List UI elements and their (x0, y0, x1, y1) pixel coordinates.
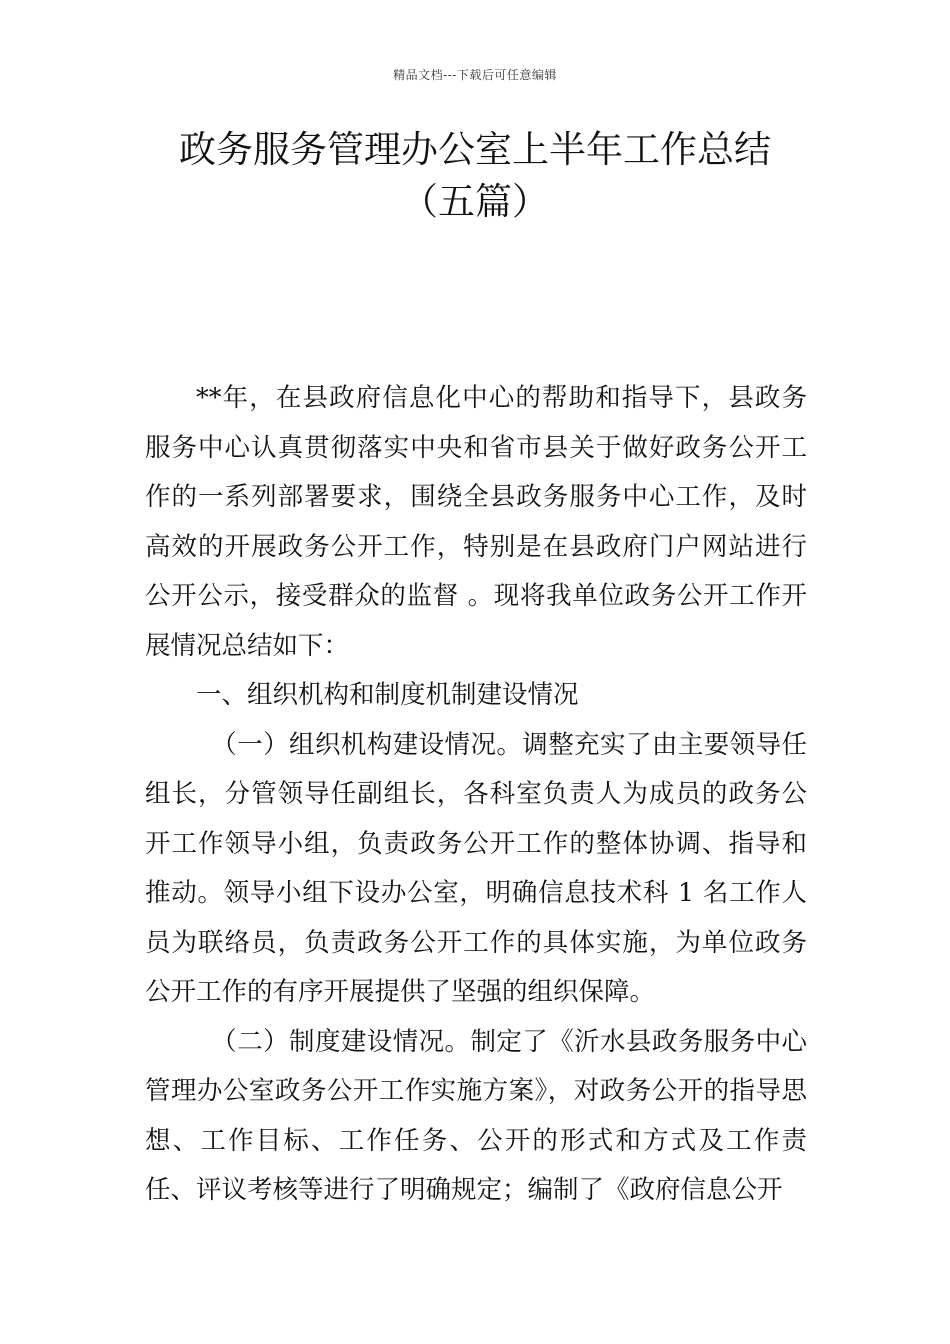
intro-paragraph: **年，在县政府信息化中心的帮助和指导下，县政务服务中心认真贯彻落实中央和省市县关于做好政务公开工作的一系列部署要求，围绕全县政务服务中心工作，及时高效的开展政务公开工作，特别是在县政府门户网站进行公开公示，接受群众的监督 。现将我单位政务公开工作开展情况总结如下： (145, 383, 807, 661)
header-note: 精品文档---下载后可任意编辑 (393, 68, 557, 82)
title-line-1: 政务服务管理办公室上半年工作总结 (179, 128, 771, 171)
subsection-paragraph-2: （二）制度建设情况。制定了《沂水县政务服务中心管理办公室政务公开工作实施方案》，对政务公开的指导思想、工作目标、工作任务、公开的形式和方式及工作责任、评议考核等进行了明确规定；编制了《政府信息公开 (145, 1026, 807, 1205)
section-heading-1: 一、组织机构和制度机制建设情况 (196, 680, 579, 710)
subsection-paragraph-1: （一）组织机构建设情况。调整充实了由主要领导任组长，分管领导任副组长，各科室负责人为成员的政务公开工作领导小组，负责政务公开工作的整体协调、指导和推动。领导小组下设办公室，明确信息技术科 1 名工作人员为联络员，负责政务公开工作的具体实施，为单位政务公开工作的有序开展提供了坚强的组织保障。 (145, 729, 807, 1007)
title-line-2: （五篇） (401, 180, 549, 223)
document-title (0, 124, 950, 228)
document-body (145, 374, 807, 1216)
